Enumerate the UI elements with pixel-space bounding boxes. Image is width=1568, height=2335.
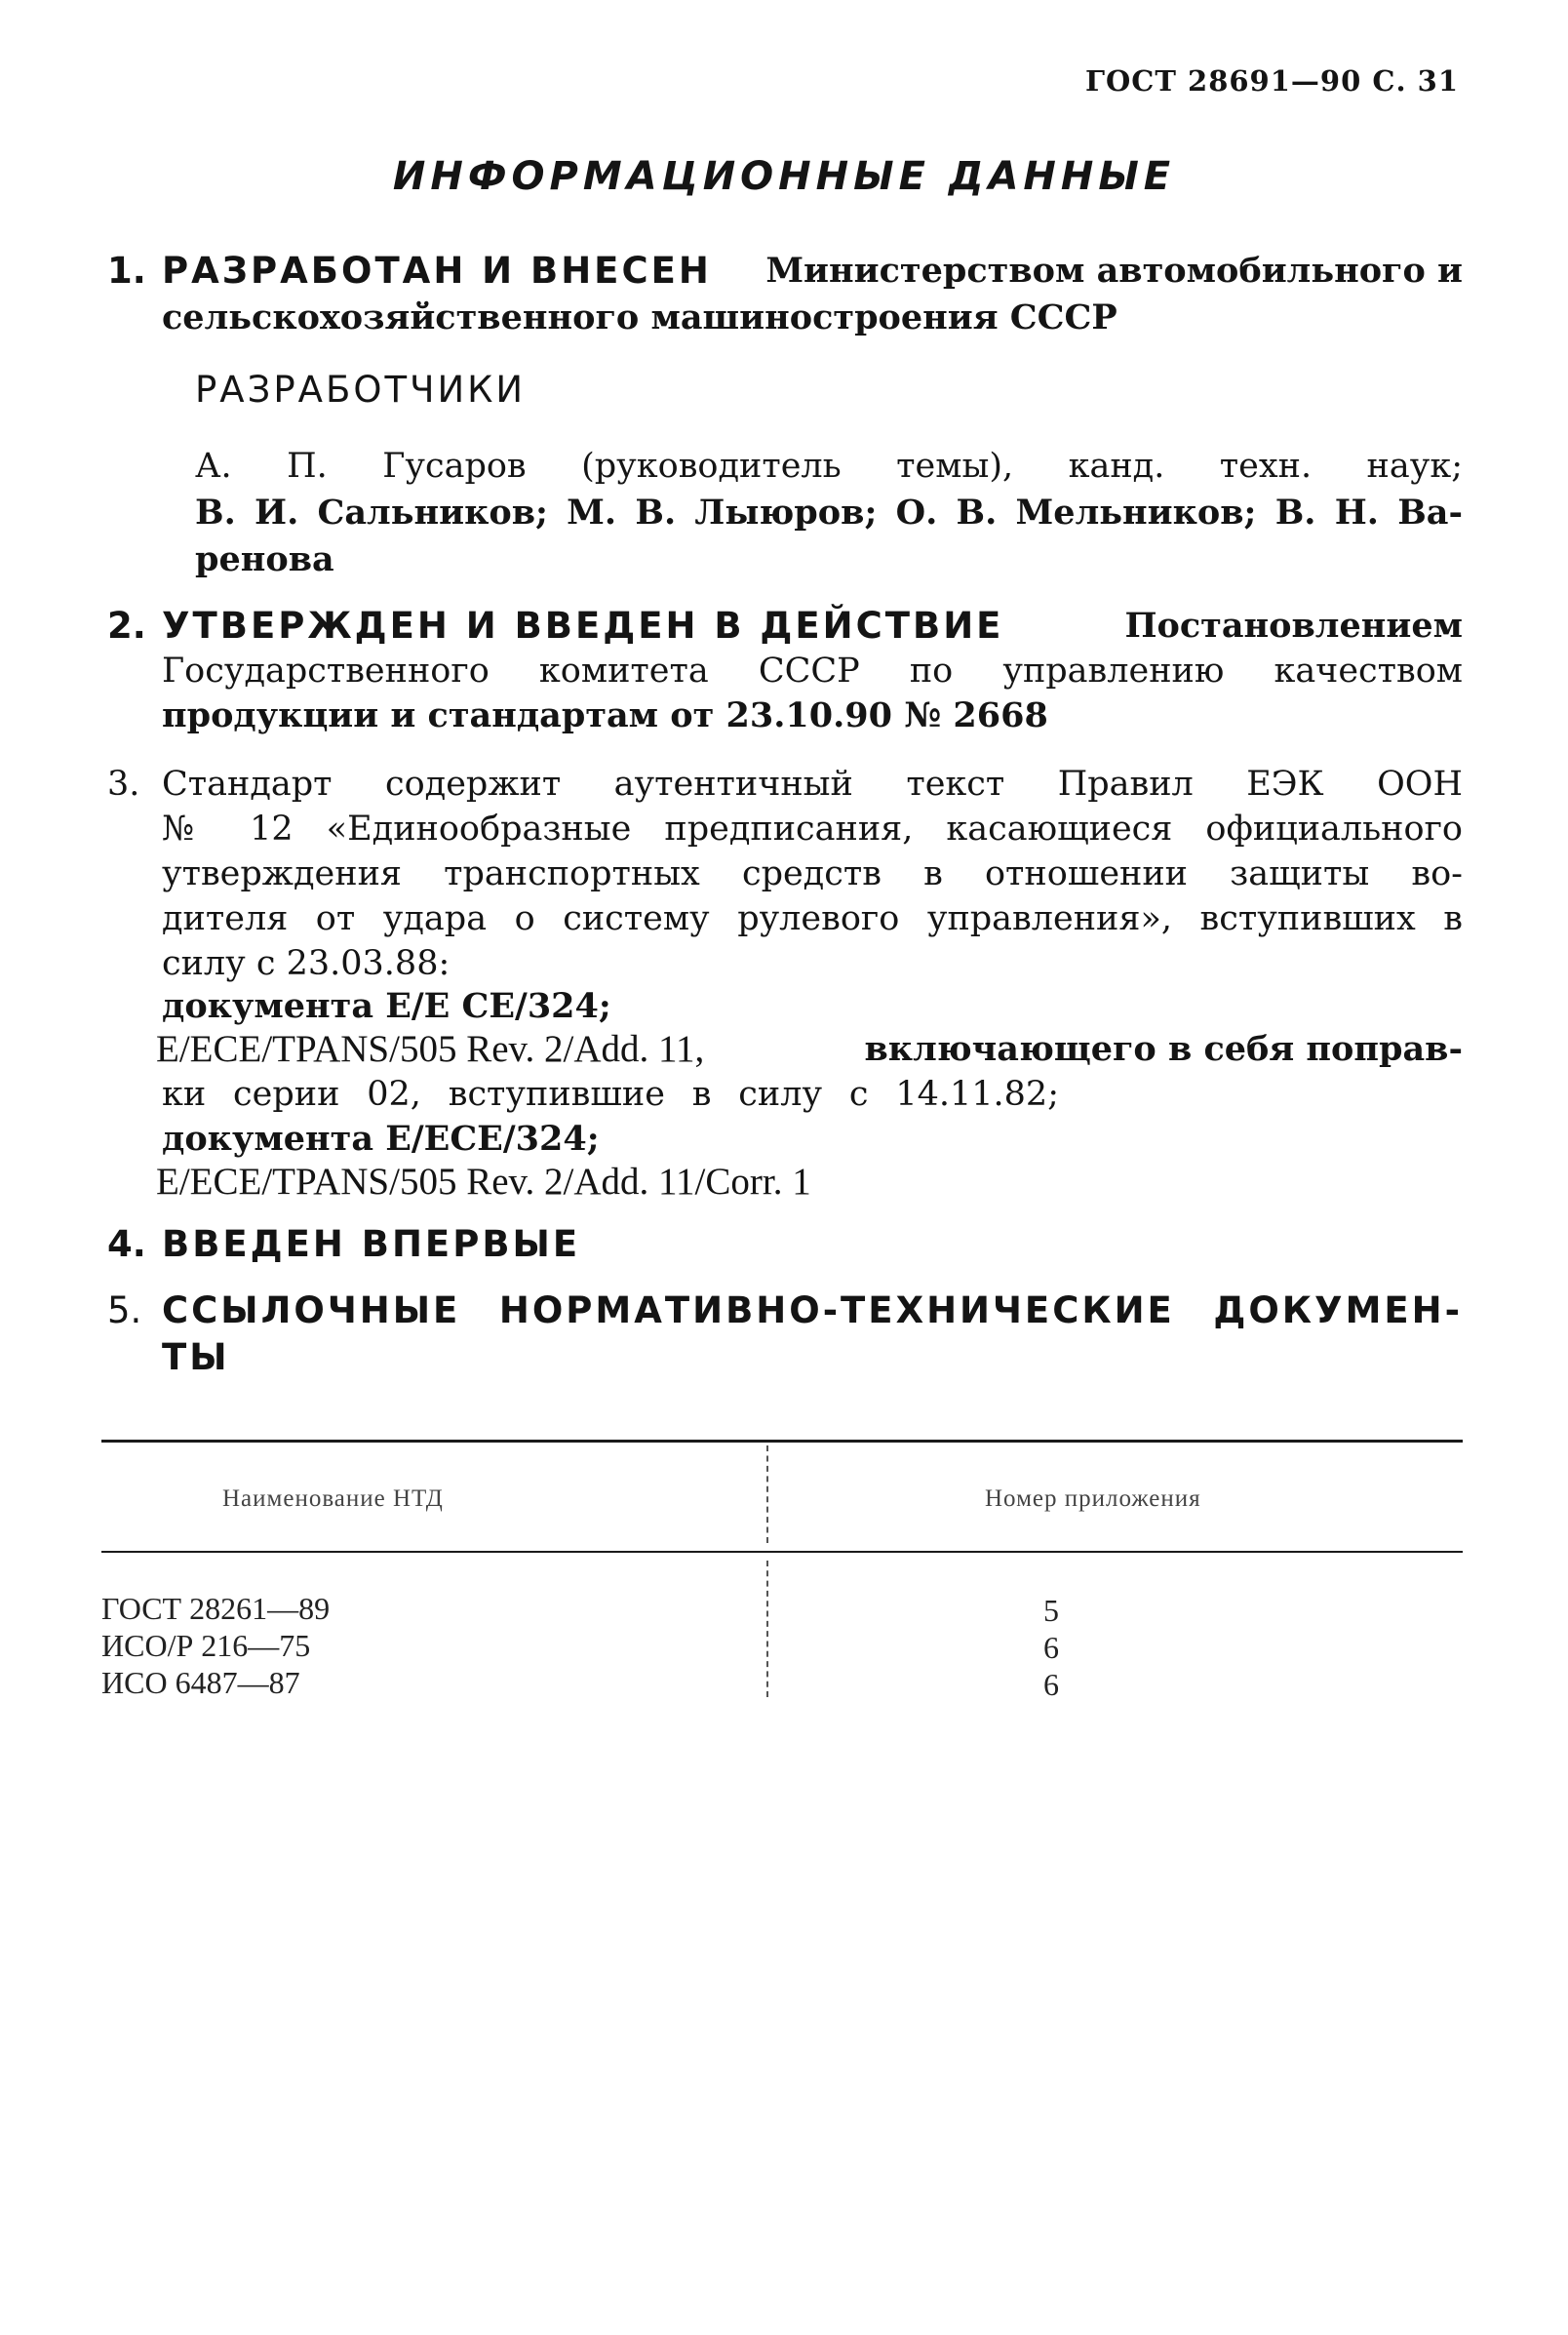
section-3-line-3: утверждения транспортных средств в отношении защиты во- <box>162 854 1463 893</box>
table-top-rule <box>101 1440 1463 1443</box>
section-3-line-1: Стандарт содержит аутентичный текст Правил ЕЭК ООН <box>162 765 1463 804</box>
section-2-line-1 <box>162 605 1463 648</box>
developers-line-3: ренова <box>195 539 334 579</box>
section-1-rest: Министерством автомобильного и <box>765 251 1463 291</box>
table-header-rule <box>101 1551 1463 1553</box>
developers-line-2: В. И. Сальников; М. В. Лыюров; О. В. Мельников; В. Н. Ва- <box>195 493 1463 533</box>
table-row-1-appendix: 5 <box>1043 1593 1059 1628</box>
section-4-text: ВВЕДЕН ВПЕРВЫЕ <box>162 1223 581 1265</box>
section-2-rest: Постановлением <box>1124 606 1463 646</box>
running-head: ГОСТ 28691—90 С. 31 <box>1084 64 1459 98</box>
table-column-divider <box>766 1445 768 1543</box>
section-3-line-5: силу с 23.03.88: <box>162 944 451 983</box>
section-3-line-8: ки серии 02, вступившие в силу с 14.11.82; <box>162 1075 1059 1114</box>
table-header-appendix-number: Номер приложения <box>985 1485 1201 1512</box>
table-row-1-document: ГОСТ 28261—89 <box>101 1591 331 1626</box>
section-3-line-2: № 12 «Единообразные предписания, касающиеся официального <box>162 810 1463 849</box>
section-2-line-2: Государственного комитета СССР по управлению качеством <box>162 652 1463 691</box>
ece-reference-1: E/ECE/TPANS/505 Rev. 2/Add. 11, <box>156 1028 705 1070</box>
table-row-3-appendix: 6 <box>1043 1667 1059 1702</box>
section-5-line-1: ССЫЛОЧНЫЕ НОРМАТИВНО-ТЕХНИЧЕСКИЕ ДОКУМЕН- <box>162 1289 1463 1331</box>
section-3-line-7-rest: включающего в себя поправ- <box>864 1029 1463 1069</box>
section-2-number: 2. <box>107 605 146 647</box>
section-1-line-2: сельскохозяйственного машиностроения СССР <box>162 297 1117 337</box>
section-2-caps: УТВЕРЖДЕН И ВВЕДЕН В ДЕЙСТВИЕ <box>162 605 1004 647</box>
section-1-line-1 <box>162 250 1463 293</box>
page-title: ИНФОРМАЦИОННЫЕ ДАННЫЕ <box>392 154 1176 199</box>
developers-line-1: А. П. Гусаров (руководитель темы), канд. техн. наук; <box>195 447 1463 486</box>
section-3-line-4: дителя от удара о систему рулевого управления», вступивших в <box>162 899 1463 938</box>
table-row-2-document: ИСО/Р 216—75 <box>101 1628 311 1663</box>
section-1-caps: РАЗРАБОТАН И ВНЕСЕН <box>162 250 712 292</box>
developers-heading: РАЗРАБОТЧИКИ <box>195 369 527 411</box>
section-2-line-3: продукции и стандартам от 23.10.90 № 2668 <box>162 695 1048 735</box>
section-3-line-9: документа Е/ЕСЕ/324; <box>162 1119 600 1159</box>
section-3-line-6: документа Е/Е СЕ/324; <box>162 986 611 1026</box>
section-3-number: 3. <box>107 765 140 804</box>
section-5-line-2: ТЫ <box>162 1336 230 1378</box>
table-row-3-document: ИСО 6487—87 <box>101 1665 300 1700</box>
section-1-number: 1. <box>107 250 146 292</box>
section-4-number: 4. <box>107 1223 146 1265</box>
ece-reference-2: E/ECE/TPANS/505 Rev. 2/Add. 11/Corr. 1 <box>156 1161 811 1203</box>
table-column-divider-body <box>766 1561 768 1697</box>
section-5-number: 5. <box>107 1289 142 1331</box>
table-row-2-appendix: 6 <box>1043 1630 1059 1665</box>
section-3-line-7 <box>156 1028 1463 1071</box>
table-header-document-name: Наименование НТД <box>222 1485 444 1512</box>
